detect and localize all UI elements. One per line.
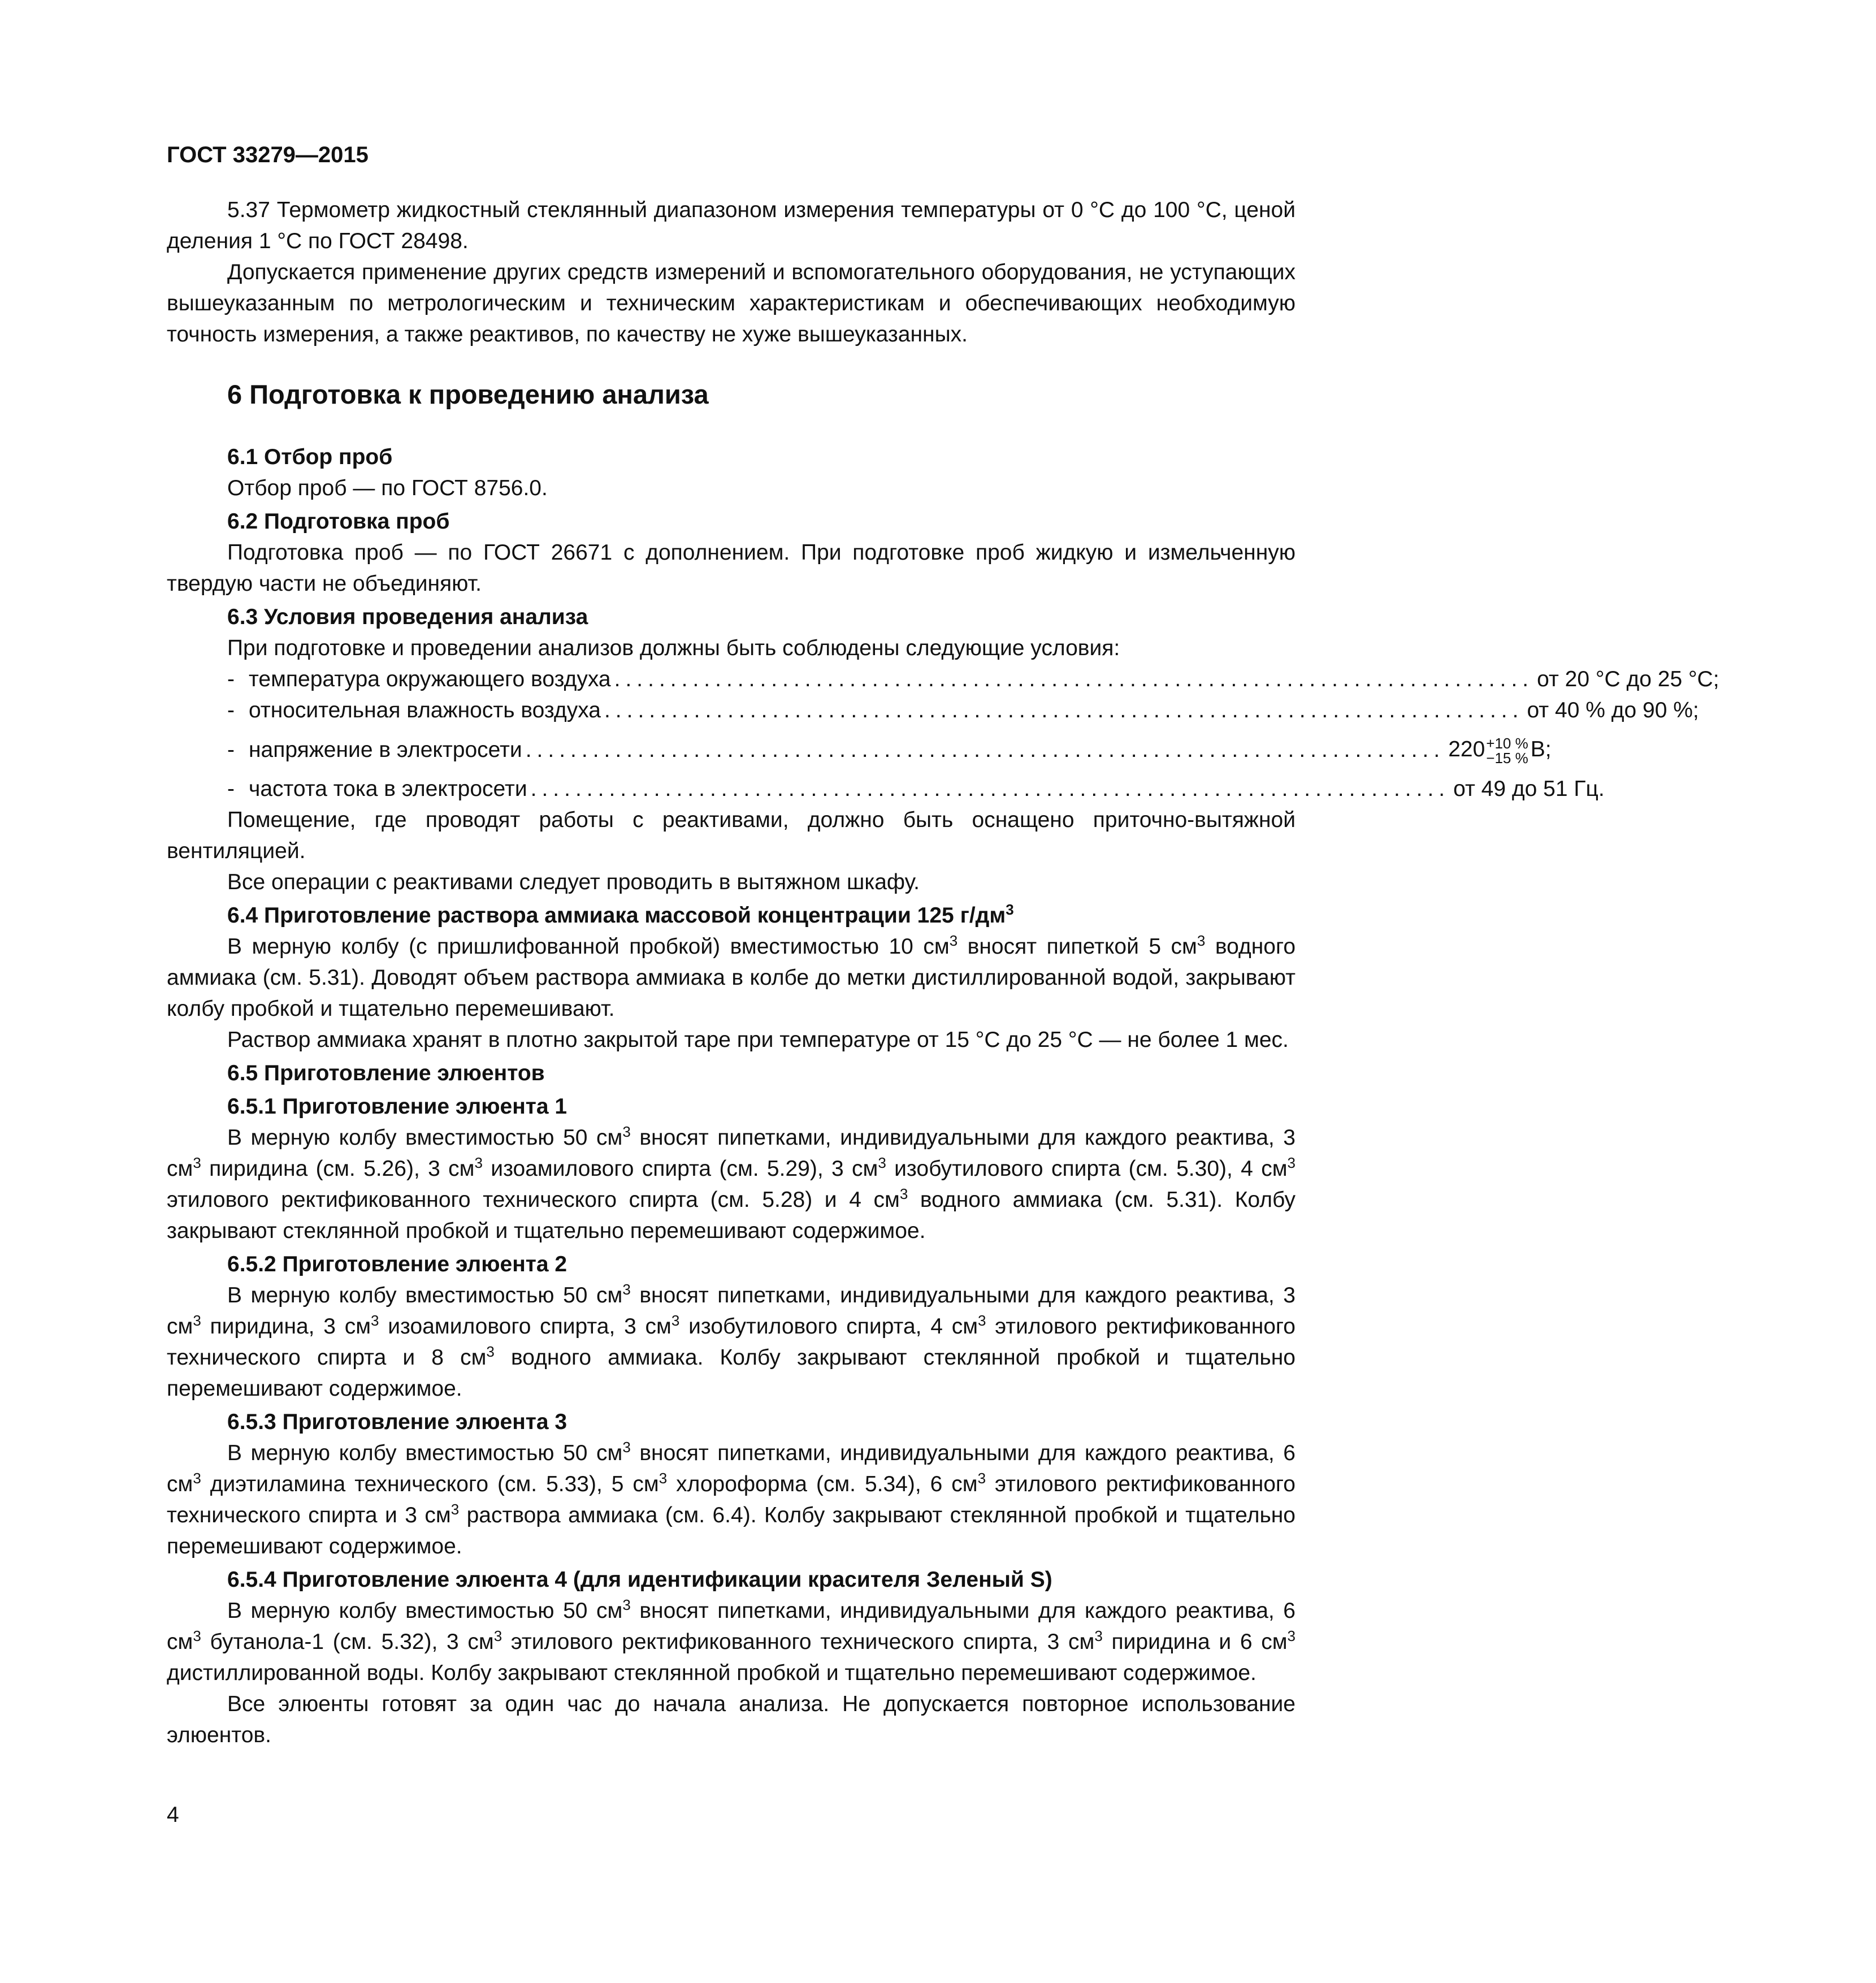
- tolerance-minus: −15 %: [1486, 749, 1528, 767]
- paragraph-fume-hood: Все операции с реактивами следует проводить в вытяжном шкафу.: [227, 870, 920, 894]
- text-run: этилового ректификованного технического спирта (см. 5.28) и 4 см: [167, 1188, 900, 1212]
- subsection-6-5-1-title: 6.5.1 Приготовление элюента 1: [227, 1094, 567, 1119]
- text-run: вносят пипеткой 5 см: [958, 934, 1197, 959]
- condition-temperature: [227, 664, 1719, 695]
- text-run: водного аммиака (см. 5.31). Колбу закрывают стеклянной пробкой и тщательно перемешивают содержимое.: [167, 1188, 1296, 1243]
- superscript: 3: [474, 1154, 483, 1171]
- text-run: В мерную колбу вместимостью 50 см: [227, 1125, 623, 1150]
- text-run: пиридина, 3 см: [201, 1314, 371, 1339]
- condition-frequency: [227, 773, 1605, 804]
- superscript: 3: [193, 1470, 201, 1487]
- text-run: изоамилового спирта (см. 5.29), 3 см: [482, 1157, 878, 1181]
- text-run: дистиллированной воды. Колбу закрывают стеклянной пробкой и тщательно перемешивают содержимое.: [167, 1661, 1257, 1685]
- text-run: диэтиламина технического (см. 5.33), 5 см: [201, 1472, 659, 1496]
- paragraph-5-37: 5.37 Термометр жидкостный стеклянный диапазоном измерения температуры от 0 °C до 100 °C, ценой деления 1 °C по ГОСТ 28498.: [167, 198, 1296, 253]
- condition-label: частота тока в электросети: [249, 777, 527, 801]
- voltage-base: 220: [1448, 737, 1485, 762]
- text-run: В мерную колбу (с пришлифованной пробкой) вместимостью 10 см: [227, 934, 950, 959]
- text-run: этилового ректификованного технического спирта, 3 см: [502, 1630, 1095, 1654]
- condition-value: [1448, 734, 1787, 765]
- superscript: 3: [1287, 1154, 1296, 1171]
- text-run: этилового ректификованного технического спирта и 3 см: [167, 1472, 1296, 1527]
- text-run: этилового ректификованного технического спирта и 8 см: [167, 1314, 1296, 1370]
- text-run: водного аммиака (см. 5.31). Доводят объем раствора аммиака в колбе до метки дистиллированной водой, закрывают колбу пробкой и тщательно перемешивают.: [167, 934, 1296, 1021]
- subsection-6-4-title: [227, 900, 1296, 931]
- superscript: 3: [671, 1312, 680, 1329]
- condition-humidity: [227, 695, 1699, 726]
- standard-header: ГОСТ 33279—2015: [167, 142, 369, 167]
- text-run: бутанола-1 (см. 5.32), 3 см: [201, 1630, 494, 1654]
- text-run: изобутилового спирта, 4 см: [679, 1314, 978, 1339]
- paragraph-6-5-1: [167, 1122, 1296, 1246]
- list-dash: -: [227, 777, 235, 801]
- superscript: 3: [622, 1596, 631, 1613]
- voltage-unit: В;: [1530, 737, 1552, 762]
- condition-label: относительная влажность воздуха: [249, 698, 601, 722]
- paragraph-ventilation: Помещение, где проводят работы с реактивами, должно быть оснащено приточно-вытяжной вентиляцией.: [167, 808, 1296, 863]
- text-run: хлороформа (см. 5.34), 6 см: [667, 1472, 978, 1496]
- text-run: В мерную колбу вместимостью 50 см: [227, 1283, 623, 1307]
- subsection-6-5-title: 6.5 Приготовление элюентов: [227, 1061, 545, 1085]
- paragraph-6-5-2: [167, 1280, 1296, 1404]
- superscript: 3: [949, 932, 958, 949]
- subsection-6-4-title-text: 6.4 Приготовление раствора аммиака массовой концентрации 125 г/дм: [227, 903, 1006, 928]
- text-run: вносят пипетками, индивидуальными для каждого реактива, 6 см: [167, 1599, 1296, 1654]
- leader-dots: ..................................................................................: [614, 667, 1534, 691]
- subsection-6-5-4-title: 6.5.4 Приготовление элюента 4 (для идентификации красителя Зеленый S): [227, 1568, 1052, 1592]
- paragraph-6-3-intro: При подготовке и проведении анализов должны быть соблюдены следующие условия:: [227, 636, 1120, 660]
- superscript: 3: [193, 1154, 201, 1171]
- list-dash: -: [227, 667, 235, 691]
- paragraph-6-4-2: Раствор аммиака хранят в плотно закрытой таре при температуре от 15 °C до 25 °C — не более 1 мес.: [227, 1028, 1289, 1052]
- superscript: 3: [622, 1123, 631, 1140]
- page-body: [167, 194, 1719, 1751]
- subsection-6-1-title: 6.1 Отбор проб: [227, 445, 393, 469]
- paragraph-6-2: Подготовка проб — по ГОСТ 26671 с дополнением. При подготовке проб жидкую и измельченную твердую части не объединяют.: [167, 540, 1296, 596]
- text-run: пиридина и 6 см: [1102, 1630, 1288, 1654]
- superscript: 3: [493, 1627, 502, 1644]
- subsection-6-5-2-title: 6.5.2 Приготовление элюента 2: [227, 1252, 567, 1276]
- list-dash: -: [227, 737, 235, 762]
- text-run: В мерную колбу вместимостью 50 см: [227, 1441, 623, 1465]
- superscript: 3: [622, 1281, 631, 1298]
- text-run: вносят пипетками, индивидуальными для каждого реактива, 3 см: [167, 1283, 1296, 1339]
- condition-label: температура окружающего воздуха: [249, 667, 611, 691]
- subsection-6-3-title: 6.3 Условия проведения анализа: [227, 605, 588, 629]
- superscript: 3: [977, 1470, 986, 1487]
- superscript: 3: [658, 1470, 668, 1487]
- text-run: водного аммиака. Колбу закрывают стеклянной пробкой и тщательно перемешивают содержимое.: [167, 1345, 1296, 1401]
- paragraph-6-5-4: [167, 1595, 1296, 1688]
- superscript: 3: [878, 1154, 886, 1171]
- leader-dots: ..................................................................................: [604, 698, 1524, 722]
- superscript: 3: [193, 1627, 201, 1644]
- condition-voltage: [227, 726, 1552, 773]
- text-run: вносят пипетками, индивидуальными для каждого реактива, 6 см: [167, 1441, 1296, 1496]
- text-run: В мерную колбу вместимостью 50 см: [227, 1599, 623, 1623]
- paragraph-allowance: Допускается применение других средств измерений и вспомогательного оборудования, не уступающих вышеуказанным по метрологическим и техническим характеристикам и обеспечивающих необходимую точность измерения, а также реактивов, по качеству не хуже вышеуказанных.: [167, 260, 1296, 347]
- page-number: 4: [167, 1803, 179, 1827]
- superscript: 3: [1006, 901, 1014, 918]
- superscript: 3: [1287, 1627, 1296, 1644]
- superscript: 3: [899, 1185, 908, 1202]
- superscript: 3: [450, 1501, 460, 1518]
- condition-value: от 40 % до 90 %;: [1527, 698, 1699, 722]
- paragraph-6-5-3: [167, 1438, 1296, 1562]
- superscript: 3: [1197, 932, 1206, 949]
- text-run: изобутилового спирта (см. 5.30), 4 см: [886, 1157, 1288, 1181]
- superscript: 3: [486, 1343, 495, 1360]
- paragraph-final: Все элюенты готовят за один час до начала анализа. Не допускается повторное использование элюентов.: [167, 1692, 1296, 1747]
- text-run: вносят пипетками, индивидуальными для каждого реактива, 3 см: [167, 1125, 1296, 1181]
- superscript: 3: [193, 1312, 201, 1329]
- section-6-title: 6 Подготовка к проведению анализа: [227, 379, 709, 409]
- text-run: раствора аммиака (см. 6.4). Колбу закрывают стеклянной пробкой и тщательно перемешивают содержимое.: [167, 1503, 1296, 1558]
- list-dash: -: [227, 698, 235, 722]
- superscript: 3: [622, 1439, 631, 1456]
- superscript: 3: [1094, 1627, 1103, 1644]
- leader-dots: ..................................................................................: [525, 737, 1445, 762]
- tolerance-plus: +10 %: [1486, 734, 1528, 752]
- text-run: пиридина (см. 5.26), 3 см: [201, 1157, 475, 1181]
- paragraph-6-4-1: [167, 931, 1296, 1024]
- subsection-6-5-3-title: 6.5.3 Приготовление элюента 3: [227, 1410, 567, 1434]
- conditions-list: [227, 664, 1719, 804]
- subsection-6-2-title: 6.2 Подготовка проб: [227, 509, 450, 534]
- text-run: изоамилового спирта, 3 см: [379, 1314, 671, 1339]
- leader-dots: ..................................................................................: [530, 777, 1450, 801]
- superscript: 3: [978, 1312, 986, 1329]
- voltage-tolerance: [1486, 736, 1528, 765]
- condition-label: напряжение в электросети: [249, 737, 522, 762]
- condition-value: от 49 до 51 Гц.: [1453, 777, 1605, 801]
- superscript: 3: [371, 1312, 379, 1329]
- paragraph-6-1: Отбор проб — по ГОСТ 8756.0.: [227, 476, 548, 500]
- condition-value: от 20 °C до 25 °C;: [1537, 667, 1719, 691]
